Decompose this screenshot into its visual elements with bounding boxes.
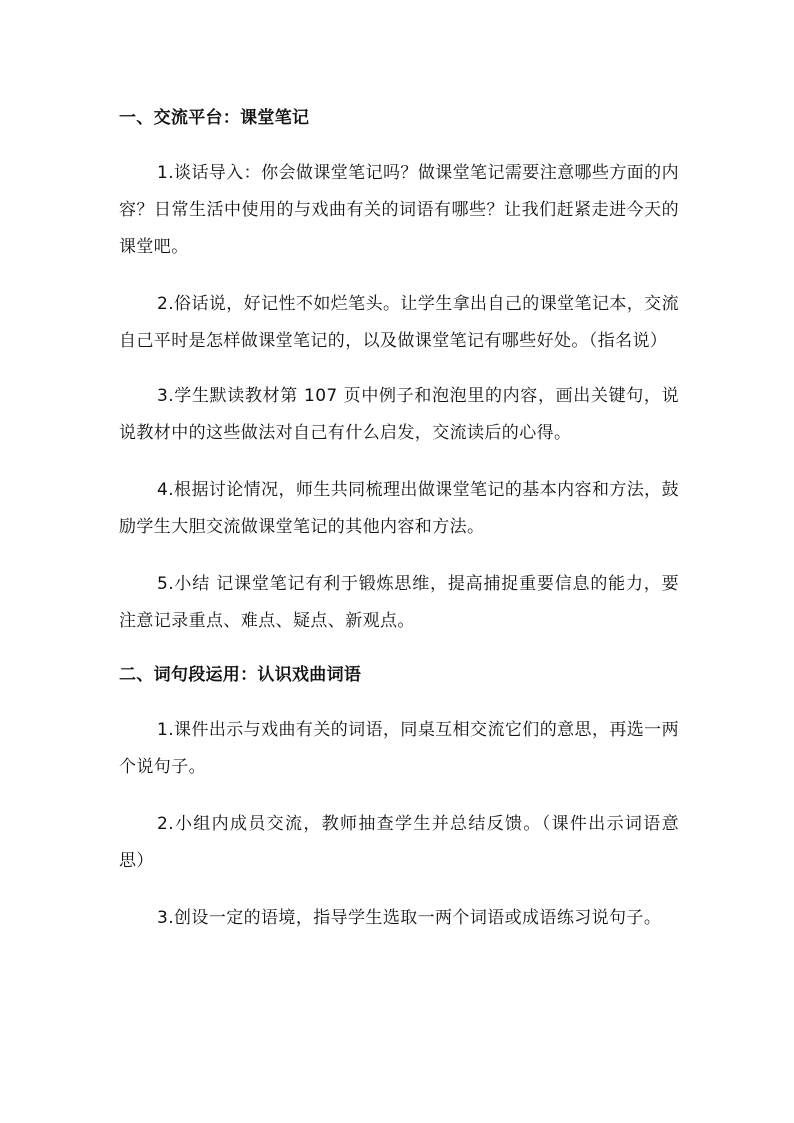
section-heading-exchange-platform: 一、交流平台：课堂笔记 (119, 108, 310, 128)
paragraph-summary: 5.小结 记课堂笔记有利于锻炼思维，提高捕捉重要信息的能力，要注意记录重点、难点、疑点、新观点。 (119, 574, 679, 631)
section-heading-opera-words: 二、词句段运用：认识戏曲词语 (119, 665, 362, 685)
paragraph-courseware-words: 1.课件出示与戏曲有关的词语，同桌互相交流它们的意思，再选一两个说句子。 (119, 720, 679, 777)
paragraph-context-practice: 3.创设一定的语境，指导学生选取一两个词语或成语练习说句子。 (157, 908, 662, 928)
paragraph-intro-talk: 1.谈话导入：你会做课堂笔记吗？做课堂笔记需要注意哪些方面的内容？日常生活中使用的与戏曲有关的词语有哪些？让我们赶紧走进今天的课堂吧。 (119, 163, 679, 257)
paragraph-silent-reading: 3.学生默读教材第 107 页中例子和泡泡里的内容，画出关键句，说说教材中的这些做法对自己有什么启发，交流读后的心得。 (119, 386, 679, 443)
paragraph-discussion: 4.根据讨论情况，师生共同梳理出做课堂笔记的基本内容和方法，鼓励学生大胆交流做课堂笔记的其他内容和方法。 (119, 480, 679, 537)
paragraph-proverb: 2.俗话说，好记性不如烂笔头。让学生拿出自己的课堂笔记本，交流自己平时是怎样做课堂笔记的，以及做课堂笔记有哪些好处。（指名说） (119, 294, 679, 351)
document-body (119, 103, 679, 937)
paragraph-group-exchange: 2.小组内成员交流，教师抽查学生并总结反馈。（课件出示词语意思） (119, 814, 679, 871)
